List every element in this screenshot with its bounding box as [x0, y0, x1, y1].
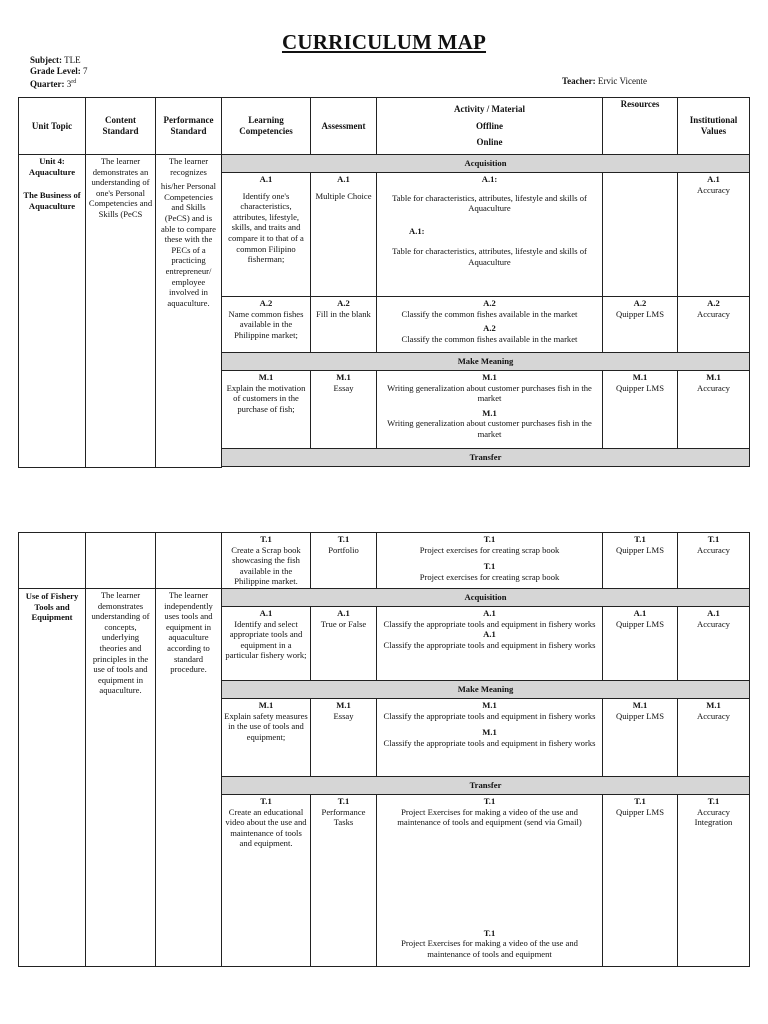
activity-tools-a1-code-offline: A.1 — [483, 608, 496, 618]
competency-tools-a1-text: Identify and select appropriate tools and equipment in a particular fishery work; — [225, 618, 307, 661]
assessment-tools-m1 — [311, 699, 377, 777]
values-a1-text: Accuracy — [697, 184, 730, 195]
assessment-tools-m1-code: M.1 — [336, 700, 351, 710]
competency-unit4-t1-code: T.1 — [260, 534, 272, 544]
header-unit-topic: Unit Topic — [19, 98, 86, 155]
activity-unit4-t1-online: Project exercises for creating scrap book — [419, 571, 560, 582]
activity-a2-code-offline: A.2 — [483, 298, 496, 308]
unit-name: Aquaculture — [28, 166, 76, 177]
assessment-unit4-t1-code: T.1 — [337, 534, 350, 544]
values-m1-code: M.1 — [706, 372, 721, 382]
values-tools-t1-text-1: Accuracy — [697, 806, 730, 817]
activity-tools-m1 — [377, 699, 603, 777]
activity-tools-t1-code-offline: T.1 — [483, 796, 496, 806]
row-unit4-t1 — [19, 533, 750, 589]
activity-a2 — [377, 297, 603, 353]
performance-standard-continued — [156, 533, 222, 589]
subject-label: Subject: — [30, 55, 62, 65]
activity-tools-a1 — [377, 607, 603, 681]
values-tools-a1-text: Accuracy — [697, 618, 730, 629]
band-tools-transfer: Transfer — [222, 777, 750, 795]
competency-tools-m1-code: M.1 — [258, 700, 274, 710]
resources-tools-a1 — [603, 607, 678, 681]
competency-tools-m1 — [222, 699, 311, 777]
activity-a1-code-offline: A.1: — [481, 174, 498, 184]
resources-tools-m1-code: M.1 — [632, 700, 648, 710]
activity-tools-t1 — [377, 795, 603, 967]
resources-unit4-t1-code: T.1 — [634, 534, 646, 544]
tools-unit-topic: Use of Fishery Tools and Equipment — [19, 589, 86, 967]
competency-a2-code: A.2 — [259, 298, 273, 308]
activity-tools-a1-online: Classify the appropriate tools and equipment in fishery works — [383, 639, 596, 650]
assessment-a2 — [311, 297, 377, 353]
values-m1-text: Accuracy — [697, 382, 730, 393]
content-standard-continued — [86, 533, 156, 589]
subject-value: TLE — [64, 55, 81, 65]
activity-m1-code-offline: M.1 — [482, 372, 497, 382]
activity-tools-t1-offline: Project Exercises for making a video of the use and maintenance of tools and equipment (send via Gmail) — [397, 806, 582, 828]
unit-topic-continued — [19, 533, 86, 589]
grade-value: 7 — [83, 66, 88, 76]
content-standard-cell: The learner demonstrates an understanding of one's Personal Competencies and Skills (PeCS — [86, 155, 156, 468]
activity-a1 — [377, 173, 603, 297]
values-a2 — [678, 297, 750, 353]
band-transfer: Transfer — [222, 449, 750, 467]
values-a1 — [678, 173, 750, 297]
resources-tools-a1-code: A.1 — [633, 608, 647, 618]
competency-a2 — [222, 297, 311, 353]
unit-topic-cell — [19, 155, 86, 468]
activity-tools-m1-code-offline: M.1 — [482, 700, 497, 710]
resources-m1 — [603, 371, 678, 449]
values-tools-t1 — [678, 795, 750, 967]
activity-tools-t1-code-online: T.1 — [483, 927, 496, 938]
activity-tools-a1-offline: Classify the appropriate tools and equipment in fishery works — [383, 618, 596, 629]
activity-a2-offline: Classify the common fishes available in the market — [401, 308, 578, 319]
resources-tools-t1 — [603, 795, 678, 967]
activity-m1 — [377, 371, 603, 449]
resources-unit4-t1-text: Quipper LMS — [616, 544, 664, 555]
teacher-value: Ervic Vicente — [597, 76, 647, 86]
tools-performance-standard: The learner independently uses tools and equipment in aquaculture according to standard procedure. — [156, 589, 222, 967]
assessment-tools-a1 — [311, 607, 377, 681]
values-a2-text: Accuracy — [697, 308, 730, 319]
header-resources: Resources — [603, 98, 678, 155]
values-tools-t1-code: T.1 — [707, 796, 720, 806]
activity-a1-online: Table for characteristics, attributes, lifestyle and skills of Aquaculture — [392, 246, 587, 267]
activity-unit4-t1 — [377, 533, 603, 589]
assessment-m1-code: M.1 — [336, 372, 351, 382]
resources-tools-a1-text: Quipper LMS — [616, 618, 664, 629]
performance-standard-cell — [156, 155, 222, 468]
values-tools-a1-code: A.1 — [707, 608, 720, 618]
header-content-standard: Content Standard — [86, 98, 156, 155]
values-tools-t1-text-2: Integration — [694, 817, 733, 828]
activity-unit4-t1-code-online: T.1 — [483, 561, 496, 572]
values-m1 — [678, 371, 750, 449]
quarter-value: 3 — [66, 79, 72, 89]
header-learning-competencies: Learning Competencies — [222, 98, 311, 155]
competency-tools-t1 — [222, 795, 311, 967]
values-tools-m1 — [678, 699, 750, 777]
header-institutional-values: Institutional Values — [678, 98, 750, 155]
assessment-tools-a1-code: A.1 — [337, 608, 350, 618]
competency-a1 — [222, 173, 311, 297]
activity-unit4-t1-code-offline: T.1 — [483, 534, 496, 544]
resources-unit4-t1 — [603, 533, 678, 589]
competency-a1-text: Identify one's characteristics, attributes, lifestyle, skills, and traits and compare it to that of a common Filipino fisherman; — [228, 190, 304, 265]
assessment-tools-m1-text: Essay — [333, 710, 354, 721]
values-unit4-t1 — [678, 533, 750, 589]
competency-m1-code: M.1 — [258, 372, 274, 382]
values-a1-code: A.1 — [707, 174, 720, 184]
assessment-a1-code: A.1 — [337, 174, 350, 184]
unit-topic: The Business of Aquaculture — [23, 190, 81, 211]
teacher-line — [562, 76, 647, 86]
activity-a1-offline: Table for characteristics, attributes, lifestyle and skills of Aquaculture — [392, 192, 587, 214]
activity-tools-t1-online: Project Exercises for making a video of the use and maintenance of tools and equipment — [401, 938, 578, 959]
activity-a1-code-online: A.1: — [409, 225, 425, 236]
competency-m1-text: Explain the motivation of customers in the purchase of fish; — [226, 382, 306, 414]
resources-tools-m1-text: Quipper LMS — [616, 710, 664, 721]
values-unit4-t1-text: Accuracy — [697, 544, 730, 555]
assessment-m1 — [311, 371, 377, 449]
band-tools-make-meaning: Make Meaning — [222, 681, 750, 699]
resources-m1-text: Quipper LMS — [616, 382, 664, 393]
resources-a1 — [603, 173, 678, 297]
assessment-a1-text: Multiple Choice — [315, 190, 372, 201]
competency-a1-code: A.1 — [259, 174, 273, 184]
resources-m1-code: M.1 — [632, 372, 648, 382]
activity-tools-m1-offline: Classify the appropriate tools and equipment in fishery works — [383, 710, 596, 721]
activity-m1-offline: Writing generalization about customer purchases fish in the market — [387, 382, 592, 404]
activity-tools-m1-code-online: M.1 — [482, 727, 497, 738]
curriculum-table-2 — [18, 532, 750, 967]
values-tools-a1 — [678, 607, 750, 681]
values-a2-code: A.2 — [707, 298, 720, 308]
curriculum-table-1 — [18, 97, 750, 468]
unit-label: Unit 4: — [39, 156, 65, 166]
resources-tools-m1 — [603, 699, 678, 777]
assessment-unit4-t1-text: Portfolio — [328, 544, 359, 555]
competency-tools-t1-code: T.1 — [260, 796, 272, 806]
page-title: CURRICULUM MAP — [281, 30, 487, 54]
competency-unit4-t1 — [222, 533, 311, 589]
band-make-meaning: Make Meaning — [222, 353, 750, 371]
values-unit4-t1-code: T.1 — [707, 534, 720, 544]
activity-m1-online: Writing generalization about customer purchases fish in the market — [387, 418, 592, 439]
values-tools-m1-code: M.1 — [706, 700, 721, 710]
resources-a2-text: Quipper LMS — [616, 308, 664, 319]
activity-tools-m1-online: Classify the appropriate tools and equipment in fishery works — [383, 737, 596, 748]
performance-standard-a: The learner recognizes — [168, 156, 209, 177]
band-row-tools-acquisition — [19, 589, 750, 607]
header-assessment: Assessment — [311, 98, 377, 155]
header-activity-label: Activity / Material — [454, 104, 525, 115]
competency-m1 — [222, 371, 311, 449]
assessment-a2-text: Fill in the blank — [316, 308, 371, 319]
assessment-unit4-t1 — [311, 533, 377, 589]
activity-a2-online: Classify the common fishes available in the market — [401, 333, 578, 344]
assessment-tools-t1-code: T.1 — [337, 796, 350, 806]
tools-content-standard: The learner demonstrates understanding of concepts, underlying theories and principles in the use of tools and equipment in aquaculture. — [86, 589, 156, 967]
competency-tools-a1 — [222, 607, 311, 681]
header-row — [19, 98, 750, 155]
header-online-label: Online — [476, 137, 503, 148]
header-performance-standard: Performance Standard — [156, 98, 222, 155]
meta-block — [30, 55, 88, 90]
competency-tools-t1-text: Create an educational video about the use and maintenance of tools and equipment. — [225, 806, 307, 849]
performance-standard-b: his/her Personal Competencies and Skills (PeCS) and is able to compare these with the PECs of a practicing entrepreneur/ employee involved in aquaculture. — [160, 181, 217, 308]
activity-a2-code-online: A.2 — [483, 323, 496, 334]
assessment-a1 — [311, 173, 377, 297]
competency-unit4-t1-text: Create a Scrap book showcasing the fish available in the Philippine market. — [231, 544, 301, 587]
assessment-tools-a1-text: True or False — [320, 618, 367, 629]
activity-tools-a1-code-online: A.1 — [483, 629, 496, 640]
band-tools-acquisition: Acquisition — [222, 589, 750, 607]
competency-tools-a1-code: A.1 — [259, 608, 273, 618]
assessment-tools-t1 — [311, 795, 377, 967]
grade-line — [30, 66, 88, 77]
quarter-line — [30, 77, 88, 90]
activity-m1-code-online: M.1 — [482, 407, 497, 418]
assessment-m1-text: Essay — [333, 382, 354, 393]
values-tools-m1-text: Accuracy — [697, 710, 730, 721]
assessment-tools-t1-text: Performance Tasks — [321, 806, 366, 828]
assessment-a2-code: A.2 — [337, 298, 350, 308]
activity-unit4-t1-offline: Project exercises for creating scrap book — [419, 544, 560, 555]
band-row-acquisition — [19, 155, 750, 173]
band-acquisition: Acquisition — [222, 155, 750, 173]
resources-tools-t1-text: Quipper LMS — [616, 806, 664, 817]
header-activity — [377, 98, 603, 155]
competency-a2-text: Name common fishes available in the Philippine market; — [228, 308, 304, 340]
subject-line — [30, 55, 88, 66]
header-offline-label: Offline — [476, 120, 503, 131]
resources-a2-code: A.2 — [633, 298, 647, 308]
resources-a2 — [603, 297, 678, 353]
quarter-label: Quarter: — [30, 79, 65, 89]
competency-tools-m1-text: Explain safety measures in the use of tools and equipment; — [224, 710, 308, 742]
resources-tools-t1-code: T.1 — [634, 796, 646, 806]
teacher-label: Teacher: — [562, 76, 596, 86]
quarter-suffix: rd — [71, 79, 77, 85]
grade-label: Grade Level: — [30, 66, 81, 76]
